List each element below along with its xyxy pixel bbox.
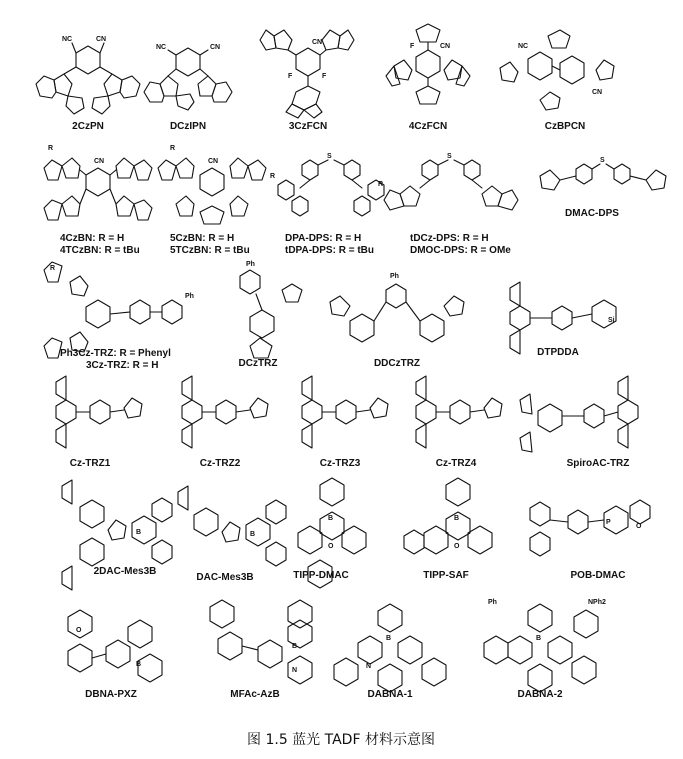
substituent-nc: NC xyxy=(156,44,167,51)
compound-label: Cz-TRZ1 xyxy=(69,458,111,469)
structure-tipp-saf xyxy=(404,478,492,554)
boron-atom: B xyxy=(292,643,298,650)
compound-label: DPA-DPS: R = H xyxy=(285,233,362,244)
structure-dczipn xyxy=(144,48,232,110)
structure-ph3cz-trz xyxy=(44,262,182,358)
substituent-cn: CN xyxy=(94,158,105,165)
substituent-r: R xyxy=(170,145,176,152)
compound-tipp-dmac xyxy=(293,478,366,588)
compound-label: 4CzBN: R = H xyxy=(60,233,125,244)
compound-ph3cz-trz xyxy=(44,262,194,371)
substituent-cn: CN xyxy=(210,44,221,51)
oxygen-atom: O xyxy=(76,627,82,634)
structure-cz-trz2 xyxy=(182,376,268,448)
compound-dbna-pxz xyxy=(68,610,162,700)
structure-dtpdda xyxy=(510,282,616,354)
substituent-cn: CN xyxy=(592,89,603,96)
compound-label: 2DAC-Mes3B xyxy=(93,566,157,577)
compound-label: MFAc-AzB xyxy=(230,689,280,700)
silicon-atom: Si xyxy=(608,317,615,324)
substituent-nc: NC xyxy=(518,43,529,50)
figure-caption: 图 1.5 蓝光 TADF 材料示意图 xyxy=(247,732,435,748)
sulfonyl-s: S xyxy=(600,157,605,164)
substituent-nc: NC xyxy=(62,36,73,43)
compound-3czfcn xyxy=(260,30,354,132)
structure-4czbn xyxy=(44,158,152,220)
substituent-ph: Ph xyxy=(185,293,194,300)
structure-cz-trz4 xyxy=(416,376,502,448)
boron-atom: B xyxy=(454,515,460,522)
substituent-ph: Ph xyxy=(246,261,255,268)
compound-dabna-2 xyxy=(484,599,606,700)
substituent-cn: CN xyxy=(208,158,219,165)
compound-label: tDCz-DPS: R = H xyxy=(410,233,489,244)
structure-dcztrz xyxy=(240,270,302,358)
substituent-cn: CN xyxy=(440,43,451,50)
compound-label: 5CzBN: R = H xyxy=(170,233,235,244)
substituent-ph: Ph xyxy=(488,599,497,606)
compound-tdcz-dps xyxy=(378,153,518,256)
compound-cz-trz1 xyxy=(56,376,142,469)
compound-5czbn xyxy=(158,145,266,256)
structure-czbpcn xyxy=(500,30,614,110)
oxygen-atom: O xyxy=(454,543,460,550)
boron-atom: B xyxy=(136,529,142,536)
compound-pob-dmac xyxy=(530,500,650,581)
boron-atom: B xyxy=(136,661,142,668)
compound-label: DCzTRZ xyxy=(238,358,278,369)
boron-atom: B xyxy=(386,635,392,642)
compound-dczipn xyxy=(144,44,232,132)
boron-atom: B xyxy=(250,531,256,538)
compound-cz-trz2 xyxy=(182,376,268,469)
structure-cz-trz3 xyxy=(302,376,388,448)
compound-label: TIPP-SAF xyxy=(423,570,469,581)
structure-3czfcn xyxy=(260,30,354,118)
compound-cz-trz3 xyxy=(302,376,388,469)
nitrogen-atom: N xyxy=(366,663,372,670)
compound-dac-mes3b xyxy=(178,486,286,583)
structure-spiroac-trz xyxy=(520,376,638,452)
structure-dmac-dps xyxy=(540,164,666,190)
compound-label: DDCzTRZ xyxy=(373,358,421,369)
substituent-f: F xyxy=(410,43,415,50)
compound-dmac-dps xyxy=(540,157,666,219)
nitrogen-atom: N xyxy=(292,667,298,674)
compound-label-2: tDPA-DPS: R = tBu xyxy=(285,245,374,256)
compound-label: DMAC-DPS xyxy=(565,208,619,219)
oxygen-atom: O xyxy=(328,543,334,550)
compound-dtpdda xyxy=(510,282,616,358)
compound-dabna-1 xyxy=(334,604,446,700)
compound-label-2: 3Cz-TRZ: R = H xyxy=(86,360,159,371)
compound-4czfcn xyxy=(386,24,470,132)
phosphorus-atom: P xyxy=(606,519,611,526)
substituent-ph: Ph xyxy=(390,273,399,280)
compound-label: 3CzFCN xyxy=(288,121,328,132)
substituent-f: F xyxy=(322,73,327,80)
compound-2czpn xyxy=(36,36,140,132)
compound-label: 4CzFCN xyxy=(408,121,448,132)
compound-label-2: DMOC-DPS: R = OMe xyxy=(410,245,511,256)
compound-label: CzBPCN xyxy=(544,121,586,132)
substituent-r: R xyxy=(48,145,54,152)
compound-label: DABNA-1 xyxy=(367,689,413,700)
compound-label-2: 5TCzBN: R = tBu xyxy=(170,245,250,256)
compound-dcztrz xyxy=(239,261,302,369)
structure-dabna-1 xyxy=(334,604,446,692)
compound-czbpcn xyxy=(500,30,614,132)
substituent-cn: CN xyxy=(96,36,107,43)
compound-label: Cz-TRZ3 xyxy=(319,458,361,469)
compound-label: TIPP-DMAC xyxy=(293,570,349,581)
compound-label: SpiroAC-TRZ xyxy=(566,458,630,469)
structure-2czpn xyxy=(36,43,140,114)
compound-label: Ph3Cz-TRZ: R = Phenyl xyxy=(60,348,171,359)
structure-5czbn xyxy=(158,158,266,224)
structure-pob-dmac xyxy=(530,500,650,556)
compound-tipp-saf xyxy=(404,478,492,581)
compound-2dac-mes3b xyxy=(62,480,172,590)
compound-label: DBNA-PXZ xyxy=(85,689,137,700)
compound-label: DTPDDA xyxy=(537,347,579,358)
substituent-cn: CN xyxy=(312,39,323,46)
substituent-r: R xyxy=(50,265,56,272)
structure-tdcz-dps xyxy=(384,160,518,210)
compound-label: DCzIPN xyxy=(169,121,207,132)
substituent-r: R xyxy=(270,173,276,180)
structure-4czfcn xyxy=(386,24,470,104)
compound-dpa-dps xyxy=(270,153,384,256)
compound-label: POB-DMAC xyxy=(570,570,626,581)
substituent-r: R xyxy=(378,181,384,188)
compound-ddcztrz xyxy=(330,273,464,369)
oxygen-atom: O xyxy=(636,523,642,530)
boron-atom: B xyxy=(328,515,334,522)
compound-label: DAC-Mes3B xyxy=(196,572,254,583)
compound-label: Cz-TRZ2 xyxy=(199,458,241,469)
boron-atom: B xyxy=(536,635,542,642)
substituent-f: F xyxy=(288,73,293,80)
compound-label-2: 4TCzBN: R = tBu xyxy=(60,245,140,256)
compound-mfac-azb xyxy=(210,600,312,700)
compound-label: DABNA-2 xyxy=(517,689,563,700)
structure-dabna-2 xyxy=(484,604,598,692)
compound-cz-trz4 xyxy=(416,376,502,469)
compound-spiroac-trz xyxy=(520,376,638,469)
compound-label: Cz-TRZ4 xyxy=(435,458,477,469)
sulfonyl-s: S xyxy=(327,153,332,160)
compound-label: 2CzPN xyxy=(72,121,104,132)
sulfonyl-s: S xyxy=(447,153,452,160)
structure-dbna-pxz xyxy=(68,610,162,682)
structure-dac-mes3b xyxy=(178,486,286,566)
compound-4czbn xyxy=(44,145,152,256)
substituent-nph2: NPh2 xyxy=(588,599,606,606)
structure-dpa-dps xyxy=(278,160,384,216)
structure-ddcztrz xyxy=(330,284,464,342)
structure-cz-trz1 xyxy=(56,376,142,448)
